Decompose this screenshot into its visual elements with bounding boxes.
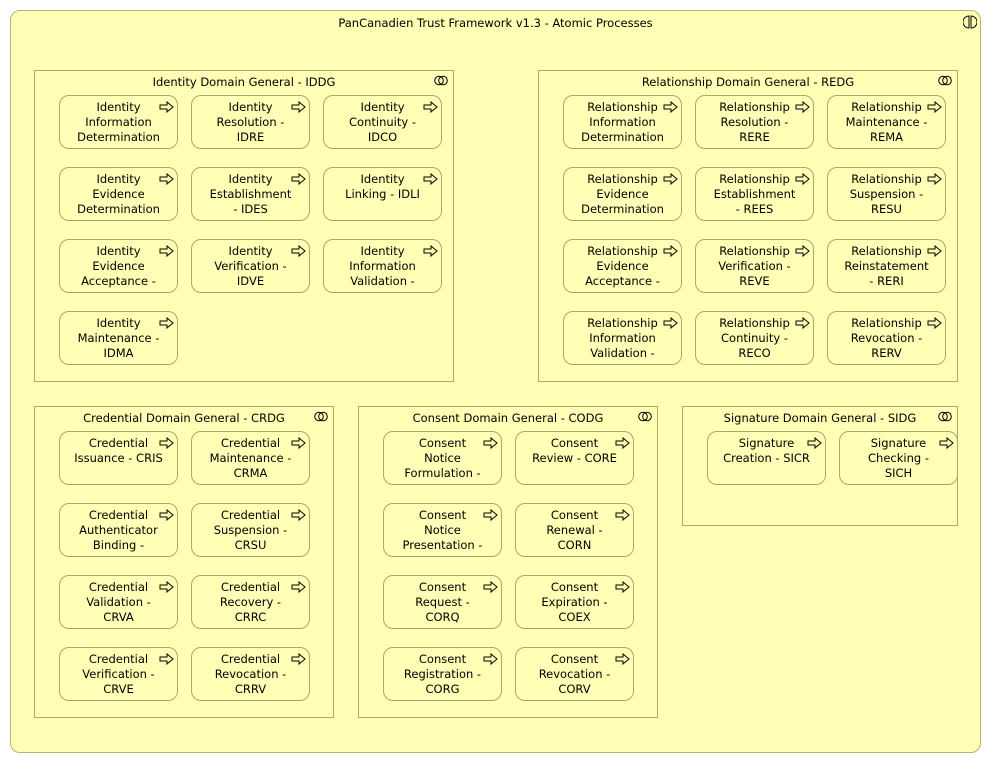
process-arrow-icon: [159, 317, 174, 329]
process-box[interactable]: [191, 431, 310, 485]
process-arrow-icon: [927, 101, 942, 113]
process-arrow-icon: [483, 509, 498, 521]
process-label: Credential Authenticator Binding -: [79, 508, 158, 552]
process-arrow-icon: [159, 509, 174, 521]
process-arrow-icon: [159, 101, 174, 113]
process-label: Identity Maintenance - IDMA: [77, 316, 160, 360]
process-arrow-icon: [291, 245, 306, 257]
process-arrow-icon: [483, 581, 498, 593]
group-consent[interactable]: [358, 406, 658, 718]
process-arrow-icon: [927, 245, 942, 257]
process-arrow-icon: [159, 437, 174, 449]
process-box[interactable]: [323, 239, 442, 293]
process-box[interactable]: [563, 95, 682, 149]
process-arrow-icon: [423, 101, 438, 113]
process-label: Identity Linking - IDLI: [345, 172, 420, 201]
process-label: Relationship Resolution - RERE: [719, 100, 790, 144]
process-box[interactable]: [695, 311, 814, 365]
process-arrow-icon: [795, 173, 810, 185]
process-arrow-icon: [615, 581, 630, 593]
process-label: Credential Revocation - CRRV: [214, 652, 287, 696]
process-box[interactable]: [827, 167, 946, 221]
group-title: Credential Domain General - CRDG: [83, 411, 285, 425]
process-label: Consent Request - CORQ: [415, 580, 470, 624]
process-box[interactable]: [323, 167, 442, 221]
process-label: Credential Recovery - CRRC: [219, 580, 282, 624]
process-label: Consent Notice Presentation -: [402, 508, 483, 552]
process-label: Identity Information Validation -: [349, 244, 416, 288]
process-arrow-icon: [483, 653, 498, 665]
process-box[interactable]: [515, 647, 634, 701]
process-label: Relationship Suspension - RESU: [849, 172, 924, 216]
process-label: Relationship Maintenance - REMA: [845, 100, 928, 144]
process-box[interactable]: [827, 95, 946, 149]
process-label: Relationship Revocation - RERV: [850, 316, 923, 360]
group-signature[interactable]: [682, 406, 958, 526]
process-box[interactable]: [827, 239, 946, 293]
collaboration-icon: [314, 411, 328, 422]
process-label: Consent Expiration - COEX: [541, 580, 608, 624]
process-label: Relationship Information Validation -: [587, 316, 658, 360]
process-arrow-icon: [159, 653, 174, 665]
process-box[interactable]: [59, 311, 178, 365]
process-arrow-icon: [291, 509, 306, 521]
process-arrow-icon: [483, 437, 498, 449]
process-box[interactable]: [59, 575, 178, 629]
process-arrow-icon: [927, 317, 942, 329]
process-box[interactable]: [59, 167, 178, 221]
process-label: Signature Creation - SICR: [723, 436, 810, 465]
process-arrow-icon: [159, 245, 174, 257]
process-label: Credential Validation - CRVA: [86, 580, 151, 624]
process-label: Identity Information Determination: [77, 100, 160, 144]
group-credential[interactable]: [34, 406, 334, 718]
process-box[interactable]: [695, 167, 814, 221]
process-arrow-icon: [159, 173, 174, 185]
group-identity[interactable]: [34, 70, 454, 382]
process-box[interactable]: [191, 575, 310, 629]
half-circle-icon: [963, 15, 977, 29]
process-label: Credential Suspension - CRSU: [213, 508, 288, 552]
process-arrow-icon: [291, 437, 306, 449]
process-label: Identity Evidence Acceptance -: [81, 244, 156, 288]
process-arrow-icon: [291, 101, 306, 113]
process-arrow-icon: [807, 437, 822, 449]
process-box[interactable]: [323, 95, 442, 149]
process-arrow-icon: [291, 173, 306, 185]
process-label: Identity Resolution - IDRE: [216, 100, 285, 144]
process-arrow-icon: [663, 317, 678, 329]
process-arrow-icon: [291, 653, 306, 665]
process-box[interactable]: [191, 503, 310, 557]
process-box[interactable]: [59, 95, 178, 149]
process-box[interactable]: [827, 311, 946, 365]
process-arrow-icon: [795, 317, 810, 329]
group-title: Identity Domain General - IDDG: [152, 75, 336, 89]
collaboration-icon: [434, 75, 448, 86]
diagram-title: PanCanadien Trust Framework v1.3 - Atomic Processes: [338, 16, 653, 30]
process-label: Signature Checking - SICH: [868, 436, 929, 480]
process-box[interactable]: [707, 431, 826, 485]
process-box[interactable]: [59, 239, 178, 293]
process-label: Relationship Continuity - RECO: [719, 316, 790, 360]
process-arrow-icon: [615, 509, 630, 521]
process-label: Consent Renewal - CORN: [546, 508, 603, 552]
process-label: Consent Registration - CORG: [403, 652, 482, 696]
process-arrow-icon: [291, 581, 306, 593]
group-title: Relationship Domain General - REDG: [641, 75, 855, 89]
process-box[interactable]: [383, 575, 502, 629]
process-arrow-icon: [795, 245, 810, 257]
process-box[interactable]: [839, 431, 958, 485]
process-box[interactable]: [59, 647, 178, 701]
process-box[interactable]: [563, 167, 682, 221]
process-box[interactable]: [59, 503, 178, 557]
process-box[interactable]: [383, 647, 502, 701]
process-box[interactable]: [59, 431, 178, 485]
process-box[interactable]: [191, 167, 310, 221]
collaboration-icon: [938, 411, 952, 422]
process-box[interactable]: [515, 575, 634, 629]
process-arrow-icon: [423, 173, 438, 185]
process-arrow-icon: [663, 245, 678, 257]
process-label: Identity Establishment - IDES: [209, 172, 292, 216]
process-arrow-icon: [615, 653, 630, 665]
process-box[interactable]: [695, 95, 814, 149]
process-arrow-icon: [939, 437, 954, 449]
process-arrow-icon: [927, 173, 942, 185]
process-label: Relationship Information Determination: [581, 100, 664, 144]
process-label: Relationship Evidence Acceptance -: [585, 244, 660, 288]
process-label: Consent Notice Formulation -: [404, 436, 481, 480]
process-label: Relationship Evidence Determination: [581, 172, 664, 216]
process-box[interactable]: [515, 431, 634, 485]
collaboration-icon: [938, 75, 952, 86]
process-box[interactable]: [563, 311, 682, 365]
group-relationship[interactable]: [538, 70, 958, 382]
process-arrow-icon: [615, 437, 630, 449]
process-box[interactable]: [695, 239, 814, 293]
process-label: Consent Revocation - CORV: [538, 652, 611, 696]
process-label: Credential Maintenance - CRMA: [209, 436, 292, 480]
process-box[interactable]: [191, 647, 310, 701]
process-label: Identity Evidence Determination: [77, 172, 160, 216]
process-label: Credential Verification - CRVE: [82, 652, 155, 696]
process-label: Credential Issuance - CRIS: [74, 436, 163, 465]
process-box[interactable]: [515, 503, 634, 557]
process-label: Relationship Reinstatement - RERI: [844, 244, 929, 288]
process-label: Identity Verification - IDVE: [214, 244, 287, 288]
process-box[interactable]: [563, 239, 682, 293]
process-box[interactable]: [383, 503, 502, 557]
process-arrow-icon: [795, 101, 810, 113]
group-title: Signature Domain General - SIDG: [723, 411, 917, 425]
group-title: Consent Domain General - CODG: [412, 411, 604, 425]
process-arrow-icon: [159, 581, 174, 593]
process-arrow-icon: [663, 101, 678, 113]
process-box[interactable]: [383, 431, 502, 485]
process-arrow-icon: [663, 173, 678, 185]
process-box[interactable]: [191, 95, 310, 149]
process-box[interactable]: [191, 239, 310, 293]
process-arrow-icon: [423, 245, 438, 257]
process-label: Identity Continuity - IDCO: [349, 100, 416, 144]
process-label: Relationship Establishment - REES: [713, 172, 796, 216]
process-label: Relationship Verification - REVE: [718, 244, 791, 288]
collaboration-icon: [638, 411, 652, 422]
process-label: Consent Review - CORE: [532, 436, 617, 465]
